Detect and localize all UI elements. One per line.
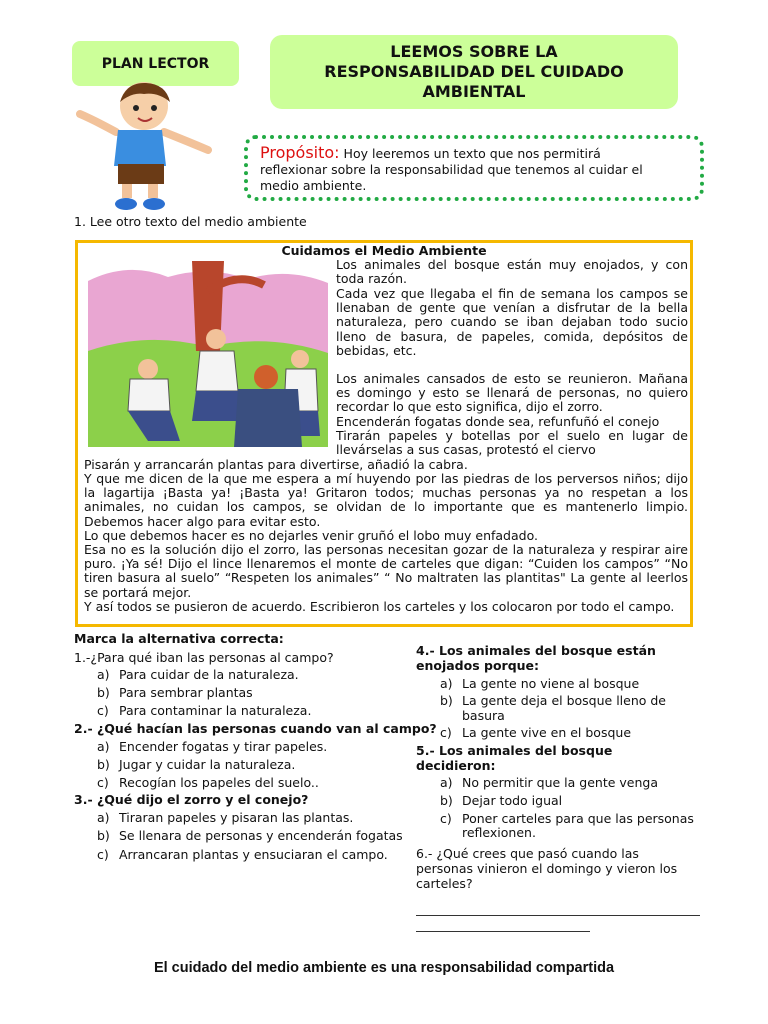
title-line-3: AMBIENTAL [422,82,526,101]
q5-option-c-line-2: reflexionen. [462,825,536,840]
question-5-line-2: decidieron: [416,758,496,773]
purpose-colon: : [334,143,340,162]
q5-option-b[interactable]: b) Dejar todo igual [440,793,563,808]
story-box [75,240,693,627]
purpose-label: Propósito [260,143,335,162]
q4-option-b[interactable]: b) La gente deja el bosque lleno de [440,693,666,708]
title-line-1: LEEMOS SOBRE LA [390,42,558,61]
purpose-line-2: reflexionar sobre la responsabilidad que tenemos al cuidar el [260,162,643,177]
story-paragraph-4: Encenderán fogatas donde sea, refunfuñó el conejo [336,414,660,429]
question-6-line-1: 6.- ¿Qué crees que pasó cuando las [416,846,639,861]
question-5-line-1: 5.- Los animales del bosque [416,743,613,758]
q3-option-a[interactable]: a) Tiraran papeles y pisaran las plantas. [97,810,354,825]
footer-message: El cuidado del medio ambiente es una responsabilidad compartida [153,960,615,976]
story-paragraph-9: Esa no es la solución dijo el zorro, las personas necesitan gozar de la naturaleza y respirar aire puro. ¡Ya sé! Dijo el lince llenaremos el monte de carteles que digan: “Cuiden los campos” “No tiren basura al suelo” “Respeten los animales” “ No maltraten las plantitas" La gente al leerlos se portará mejor. [84,542,688,600]
story-paragraph-3: Los animales cansados de esto se reunieron. Mañana es domingo y esto se llenará de personas, no quiero recordar lo que esto significa, dijo el zorro. [336,371,688,415]
q2-option-c[interactable]: c) Recogían los papeles del suelo.. [97,775,319,790]
story-paragraph-1: Los animales del bosque están muy enojados, y con toda razón. [336,257,688,287]
story-paragraph-8: Lo que debemos hacer es no dejarles venir gruñó el lobo muy enfadado. [84,528,538,543]
q5-option-c[interactable]: c) Poner carteles para que las personas [440,811,694,826]
question-3: 3.- ¿Qué dijo el zorro y el conejo? [74,792,309,807]
instruction-text: 1. Lee otro texto del medio ambiente [74,214,307,229]
purpose-line-1: Hoy leeremos un texto que nos permitirá [343,146,601,161]
story-paragraph-10: Y así todos se pusieron de acuerdo. Escribieron los carteles y los colocaron por todo el campo. [84,599,675,614]
question-6 [416,846,677,891]
question-4-line-2: enojados porque: [416,658,540,673]
story-paragraph-2: Cada vez que llegaba el fin de semana los campos se llenaban de gente que venían a disfrutar de la bella naturaleza, pero cuando se iban dejaban todo sucio lleno de basura, de papeles, comida, depósitos de bebidas, etc. [336,286,688,358]
question-6-line-2: personas vinieron el domingo y vieron los [416,861,678,876]
question-4 [416,643,656,673]
question-6-line-3: carteles? [416,876,473,891]
question-1: 1.-¿Para qué iban las personas al campo? [74,650,334,665]
answer-line-1[interactable] [416,915,700,916]
q1-option-a[interactable]: a) Para cuidar de la naturaleza. [97,667,299,682]
story-paragraph-7: Y que me dicen de la que me espera a mí huyendo por las piedras de los perversos niños; dijo la lagartija ¡Basta ya! ¡Basta ya! Gritaron todos; muchas personas ya no respetan a los animales, no cuidan los campos, se olvidan de lo importante que es mantenerlo limpio. Debemos hacer algo para evitar esto. [84,471,688,529]
page-title [270,35,678,109]
q4-option-c[interactable]: c) La gente vive en el bosque [440,725,632,740]
story-paragraph-5: Tirarán papeles y botellas por el suelo en lugar de llevárselas a sus casas, protestó el ciervo [336,428,688,458]
question-5 [416,743,612,773]
purpose-box [244,135,704,201]
question-4-line-1: 4.- Los animales del bosque están [416,643,656,658]
q3-option-b[interactable]: b) Se llenara de personas y encenderán fogatas [97,828,403,843]
q4-option-a[interactable]: a) La gente no viene al bosque [440,676,640,691]
title-line-2: RESPONSABILIDAD DEL CUIDADO [324,62,624,81]
q2-option-a[interactable]: a) Encender fogatas y tirar papeles. [97,739,328,754]
story-paragraph-6: Pisarán y arrancarán plantas para divertirse, añadió la cabra. [84,457,468,472]
boy-illustration [74,80,216,215]
quiz-heading: Marca la alternativa correcta: [74,631,284,646]
q1-option-b[interactable]: b) Para sembrar plantas [97,685,253,700]
q2-option-b[interactable]: b) Jugar y cuidar la naturaleza. [97,757,296,772]
children-in-park-illustration [88,261,328,447]
purpose-line-3: medio ambiente. [260,178,367,193]
question-2: 2.- ¿Qué hacían las personas cuando van al campo? [74,721,437,736]
plan-lector-label: PLAN LECTOR [101,55,210,72]
q3-option-c[interactable]: c) Arrancaran plantas y ensuciaran el campo. [97,847,388,862]
q1-option-c[interactable]: c) Para contaminar la naturaleza. [97,703,312,718]
q4-option-b-line-2: basura [462,708,505,723]
answer-line-2[interactable] [416,931,590,932]
story-title: Cuidamos el Medio Ambiente [281,243,487,258]
q5-option-a[interactable]: a) No permitir que la gente venga [440,775,658,790]
